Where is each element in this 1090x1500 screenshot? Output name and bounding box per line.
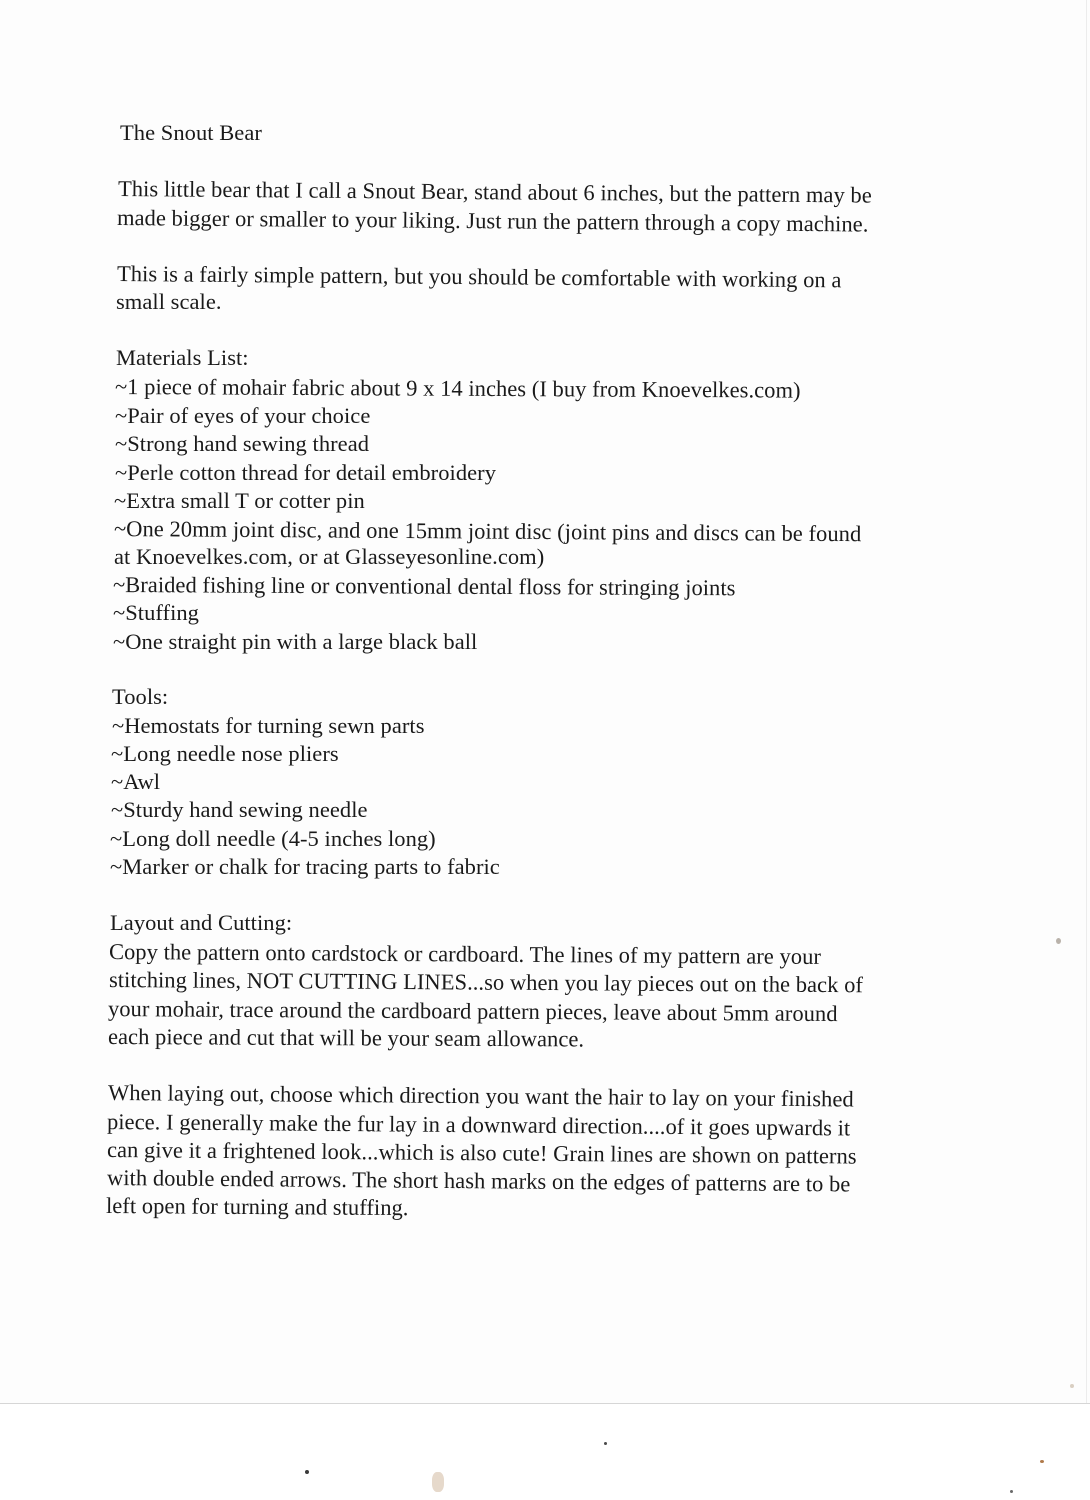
intro-line: This little bear that I call a Snout Bear, stand about 6 inches, but the pattern may be	[117, 176, 872, 208]
scan-speck	[432, 1472, 444, 1492]
page-right-edge	[1086, 0, 1087, 1403]
tools-item: ~Sturdy hand sewing needle	[111, 797, 368, 822]
intro-line: made bigger or smaller to your liking. Just run the pattern through a copy machine.	[116, 205, 869, 237]
materials-item: ~Stuffing	[113, 600, 199, 625]
materials-item: ~One 20mm joint disc, and one 15mm joint disc (joint pins and discs can be found	[113, 516, 862, 547]
materials-item: ~Perle cotton thread for detail embroidery	[115, 460, 497, 485]
document-title: The Snout Bear	[120, 120, 262, 145]
materials-item: ~Strong hand sewing thread	[115, 431, 370, 456]
layout-line: Copy the pattern onto cardstock or cardboard. The lines of my pattern are your	[108, 939, 822, 969]
materials-item: ~Extra small T or cotter pin	[114, 488, 365, 513]
laying-out-line: can give it a frightened look...which is also cute! Grain lines are shown on patterns	[106, 1137, 857, 1169]
tools-item: ~Hemostats for turning sewn parts	[112, 713, 425, 738]
laying-out-line: with double ended arrows. The short hash marks on the edges of patterns are to be	[106, 1165, 851, 1197]
scan-speck	[604, 1442, 607, 1445]
materials-item: ~One straight pin with a large black ball	[113, 629, 478, 654]
scan-speck	[1056, 938, 1061, 944]
materials-item: at Knoevelkes.com, or at Glasseyesonline.com)	[114, 544, 545, 569]
materials-item: ~Pair of eyes of your choice	[115, 403, 371, 428]
layout-line: each piece and cut that will be your seam allowance.	[107, 1024, 585, 1052]
tools-item: ~Awl	[111, 769, 161, 794]
laying-out-line: piece. I generally make the fur lay in a downward direction....of it goes upwards it	[106, 1109, 851, 1141]
page-bottom-edge	[0, 1403, 1090, 1404]
materials-item: ~1 piece of mohair fabric about 9 x 14 inches (I buy from Knoevelkes.com)	[114, 374, 801, 403]
layout-heading: Layout and Cutting:	[110, 910, 293, 935]
layout-line: your mohair, trace around the cardboard pattern pieces, leave about 5mm around	[107, 996, 838, 1027]
tools-item: ~Long needle nose pliers	[111, 741, 339, 766]
note-line: small scale.	[116, 289, 222, 314]
laying-out-line: When laying out, choose which direction you want the hair to lay on your finished	[107, 1080, 854, 1112]
scan-speck	[305, 1470, 309, 1474]
tools-item: ~Marker or chalk for tracing parts to fabric	[110, 854, 500, 879]
scan-speck	[1010, 1490, 1013, 1493]
tools-heading: Tools:	[112, 684, 169, 709]
materials-item: ~Braided fishing line or conventional dental floss for stringing joints	[112, 572, 736, 601]
layout-line: stitching lines, NOT CUTTING LINES...so when you lay pieces out on the back of	[108, 967, 864, 998]
tools-item: ~Long doll needle (4-5 inches long)	[110, 826, 436, 851]
scan-speck	[1040, 1460, 1044, 1463]
materials-heading: Materials List:	[116, 345, 249, 370]
scan-speck	[1070, 1384, 1074, 1388]
laying-out-line: left open for turning and stuffing.	[105, 1193, 409, 1221]
note-line: This is a fairly simple pattern, but you should be comfortable with working on a	[116, 261, 842, 293]
